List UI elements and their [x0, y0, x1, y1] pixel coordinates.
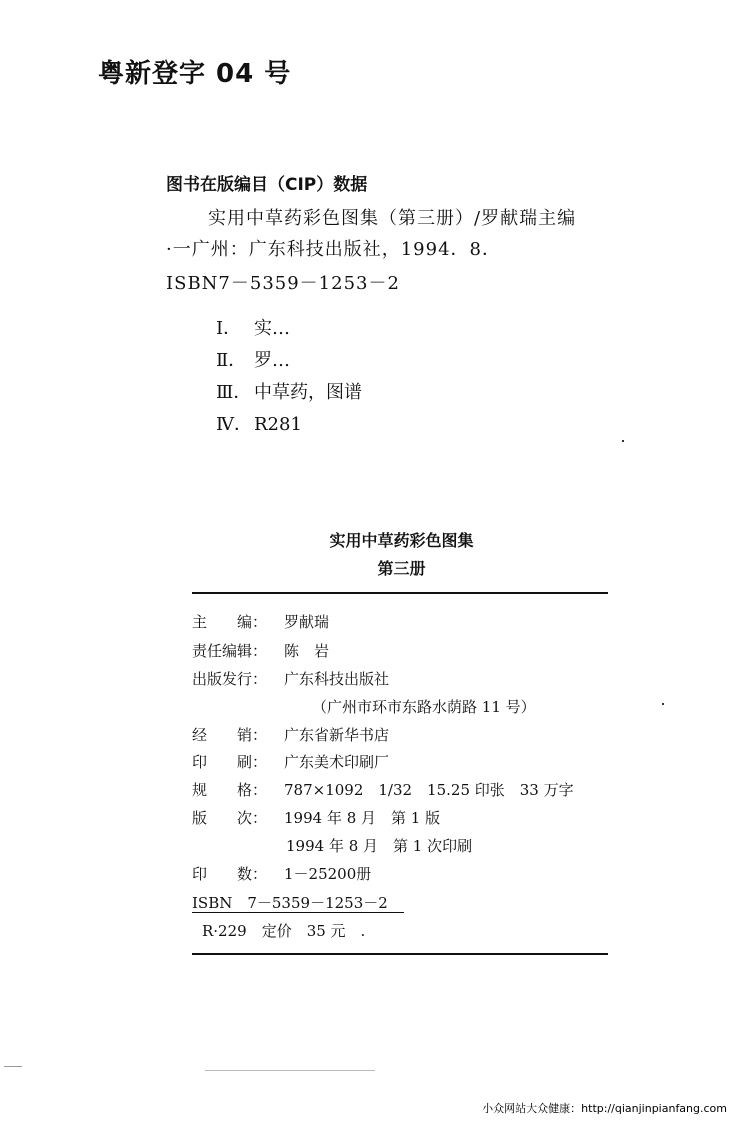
price-line: R·229 定价 35 元 . — [202, 922, 366, 940]
cip-title: 图书在版编目（CIP）数据 — [166, 175, 368, 195]
website-footer: 小众网站大众健康：http://qianjinpianfang.com — [482, 1102, 727, 1115]
colophon-format: 规 格： 787×1092 1/32 15.25 印张 33 万字 — [192, 781, 574, 799]
scan-artifact — [205, 1070, 375, 1071]
cip-line-isbn: ISBN7－5359－1253－2 — [166, 273, 400, 294]
classification-2: Ⅱ． 罗… — [216, 350, 290, 371]
book-volume: 第三册 — [377, 559, 426, 578]
scan-artifact — [4, 1066, 22, 1067]
book-title: 实用中草药彩色图集 — [329, 531, 474, 550]
colophon-edition: 版 次： 1994 年 8 月 第 1 版 — [192, 809, 441, 827]
colophon-responsible-editor: 责任编辑： 陈 岩 — [192, 642, 330, 660]
colophon-print-run: 印 数： 1－25200册 — [192, 865, 372, 883]
classification-3: Ⅲ． 中草药，图谱 — [216, 382, 362, 403]
registration-number: 粤新登字 04 号 — [98, 59, 292, 89]
colophon-isbn: ISBN 7－5359－1253－2 — [192, 894, 388, 912]
speck — [622, 440, 624, 442]
divider-bottom — [192, 953, 608, 955]
colophon-editor: 主 编： 罗献瑞 — [192, 613, 330, 631]
colophon-distributor: 经 销： 广东省新华书店 — [192, 726, 390, 744]
colophon-printing: 1994 年 8 月 第 1 次印刷 — [286, 837, 473, 855]
isbn-underline — [192, 912, 404, 913]
divider-top — [192, 592, 608, 594]
classification-1: Ⅰ． 实… — [216, 318, 290, 339]
colophon-publisher: 出版发行： 广东科技出版社 — [192, 670, 390, 688]
classification-4: Ⅳ． R281 — [216, 414, 302, 435]
cip-line-title: 实用中草药彩色图集（第三册）/罗献瑞主编 — [208, 208, 577, 229]
cip-line-publisher: ·一广州：广东科技出版社，1994．8． — [166, 239, 501, 260]
colophon-publisher-address: （广州市环市东路水荫路 11 号） — [312, 698, 536, 716]
speck — [662, 703, 664, 705]
colophon-printer: 印 刷： 广东美术印刷厂 — [192, 753, 390, 771]
